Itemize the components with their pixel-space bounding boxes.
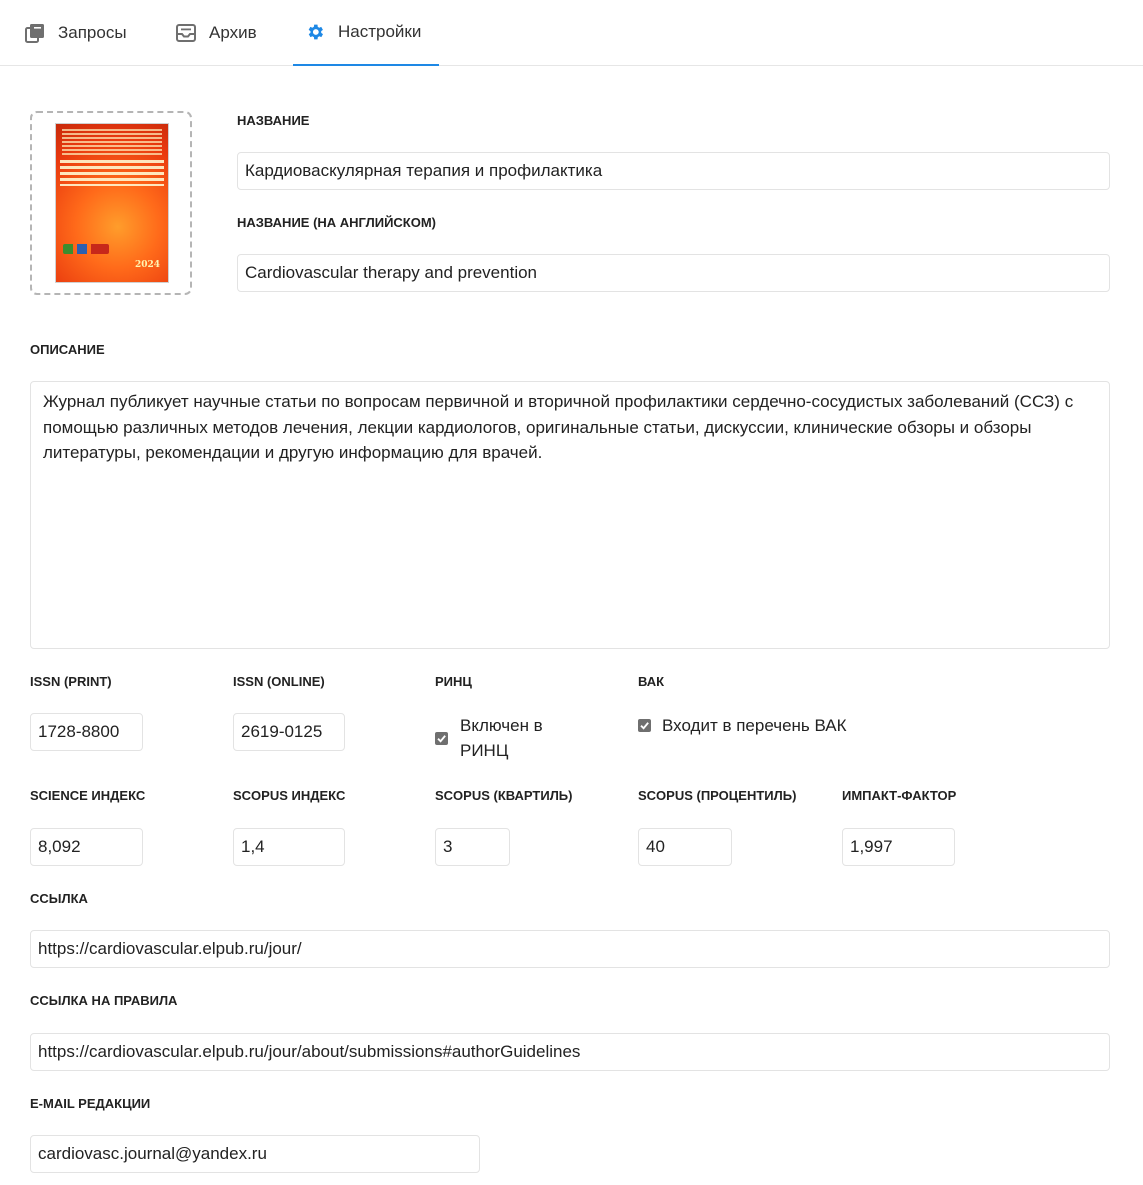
tab-bar (0, 0, 1143, 66)
scopus-percentile-input[interactable] (638, 828, 732, 866)
tab-archive[interactable] (175, 0, 257, 66)
vak-label: ВАК (638, 674, 665, 689)
title-en-label: НАЗВАНИЕ (НА АНГЛИЙСКОМ) (237, 215, 437, 230)
scopus-index-input[interactable] (233, 828, 345, 866)
tab-settings-label: Настройки (338, 22, 422, 41)
impact-factor-label: ИМПАКТ-ФАКТОР (842, 788, 957, 803)
issn-online-input[interactable] (233, 713, 345, 751)
check-icon (639, 720, 650, 731)
issn-online-label: ISSN (ONLINE) (233, 674, 325, 689)
collection-icon (24, 22, 46, 44)
cover-upload-area[interactable] (30, 111, 192, 295)
tab-archive-label: Архив (209, 23, 257, 42)
scopus-index-label: SCOPUS ИНДЕКС (233, 788, 346, 803)
scopus-quartile-label: SCOPUS (КВАРТИЛЬ) (435, 788, 573, 803)
tab-requests[interactable] (24, 0, 127, 66)
issn-print-label: ISSN (PRINT) (30, 674, 112, 689)
rules-link-input[interactable] (30, 1033, 1110, 1071)
link-input[interactable] (30, 930, 1110, 968)
scopus-percentile-label: SCOPUS (ПРОЦЕНТИЛЬ) (638, 788, 797, 803)
vak-checkbox-label: Входит в перечень ВАК (662, 716, 847, 735)
scopus-quartile-input[interactable] (435, 828, 510, 866)
cover-year: 2024 (134, 260, 160, 270)
tab-requests-label: Запросы (58, 23, 127, 42)
vak-checkbox[interactable] (638, 719, 651, 732)
tab-settings[interactable] (293, 0, 439, 66)
issn-print-input[interactable] (30, 713, 143, 751)
impact-factor-input[interactable] (842, 828, 955, 866)
description-textarea[interactable] (30, 381, 1110, 649)
rinc-checkbox[interactable] (435, 732, 448, 745)
email-label: E-MAIL РЕДАКЦИИ (30, 1096, 151, 1111)
inbox-archive-icon (175, 22, 197, 44)
science-index-input[interactable] (30, 828, 143, 866)
link-label: ССЫЛКА (30, 891, 88, 906)
check-icon (436, 733, 447, 744)
email-input[interactable] (30, 1135, 480, 1173)
title-label: НАЗВАНИЕ (237, 113, 310, 128)
rinc-checkbox-wrap[interactable] (435, 713, 575, 763)
gear-icon (304, 21, 326, 43)
rinc-checkbox-label: Включен в РИНЦ (460, 716, 543, 760)
title-en-input[interactable] (237, 254, 1110, 292)
title-input[interactable] (237, 152, 1110, 190)
vak-checkbox-wrap[interactable] (638, 713, 847, 738)
science-index-label: SCIENCE ИНДЕКС (30, 788, 146, 803)
description-label: ОПИСАНИЕ (30, 342, 105, 357)
rinc-label: РИНЦ (435, 674, 472, 689)
rules-link-label: ССЫЛКА НА ПРАВИЛА (30, 993, 178, 1008)
journal-cover-image (56, 124, 168, 282)
